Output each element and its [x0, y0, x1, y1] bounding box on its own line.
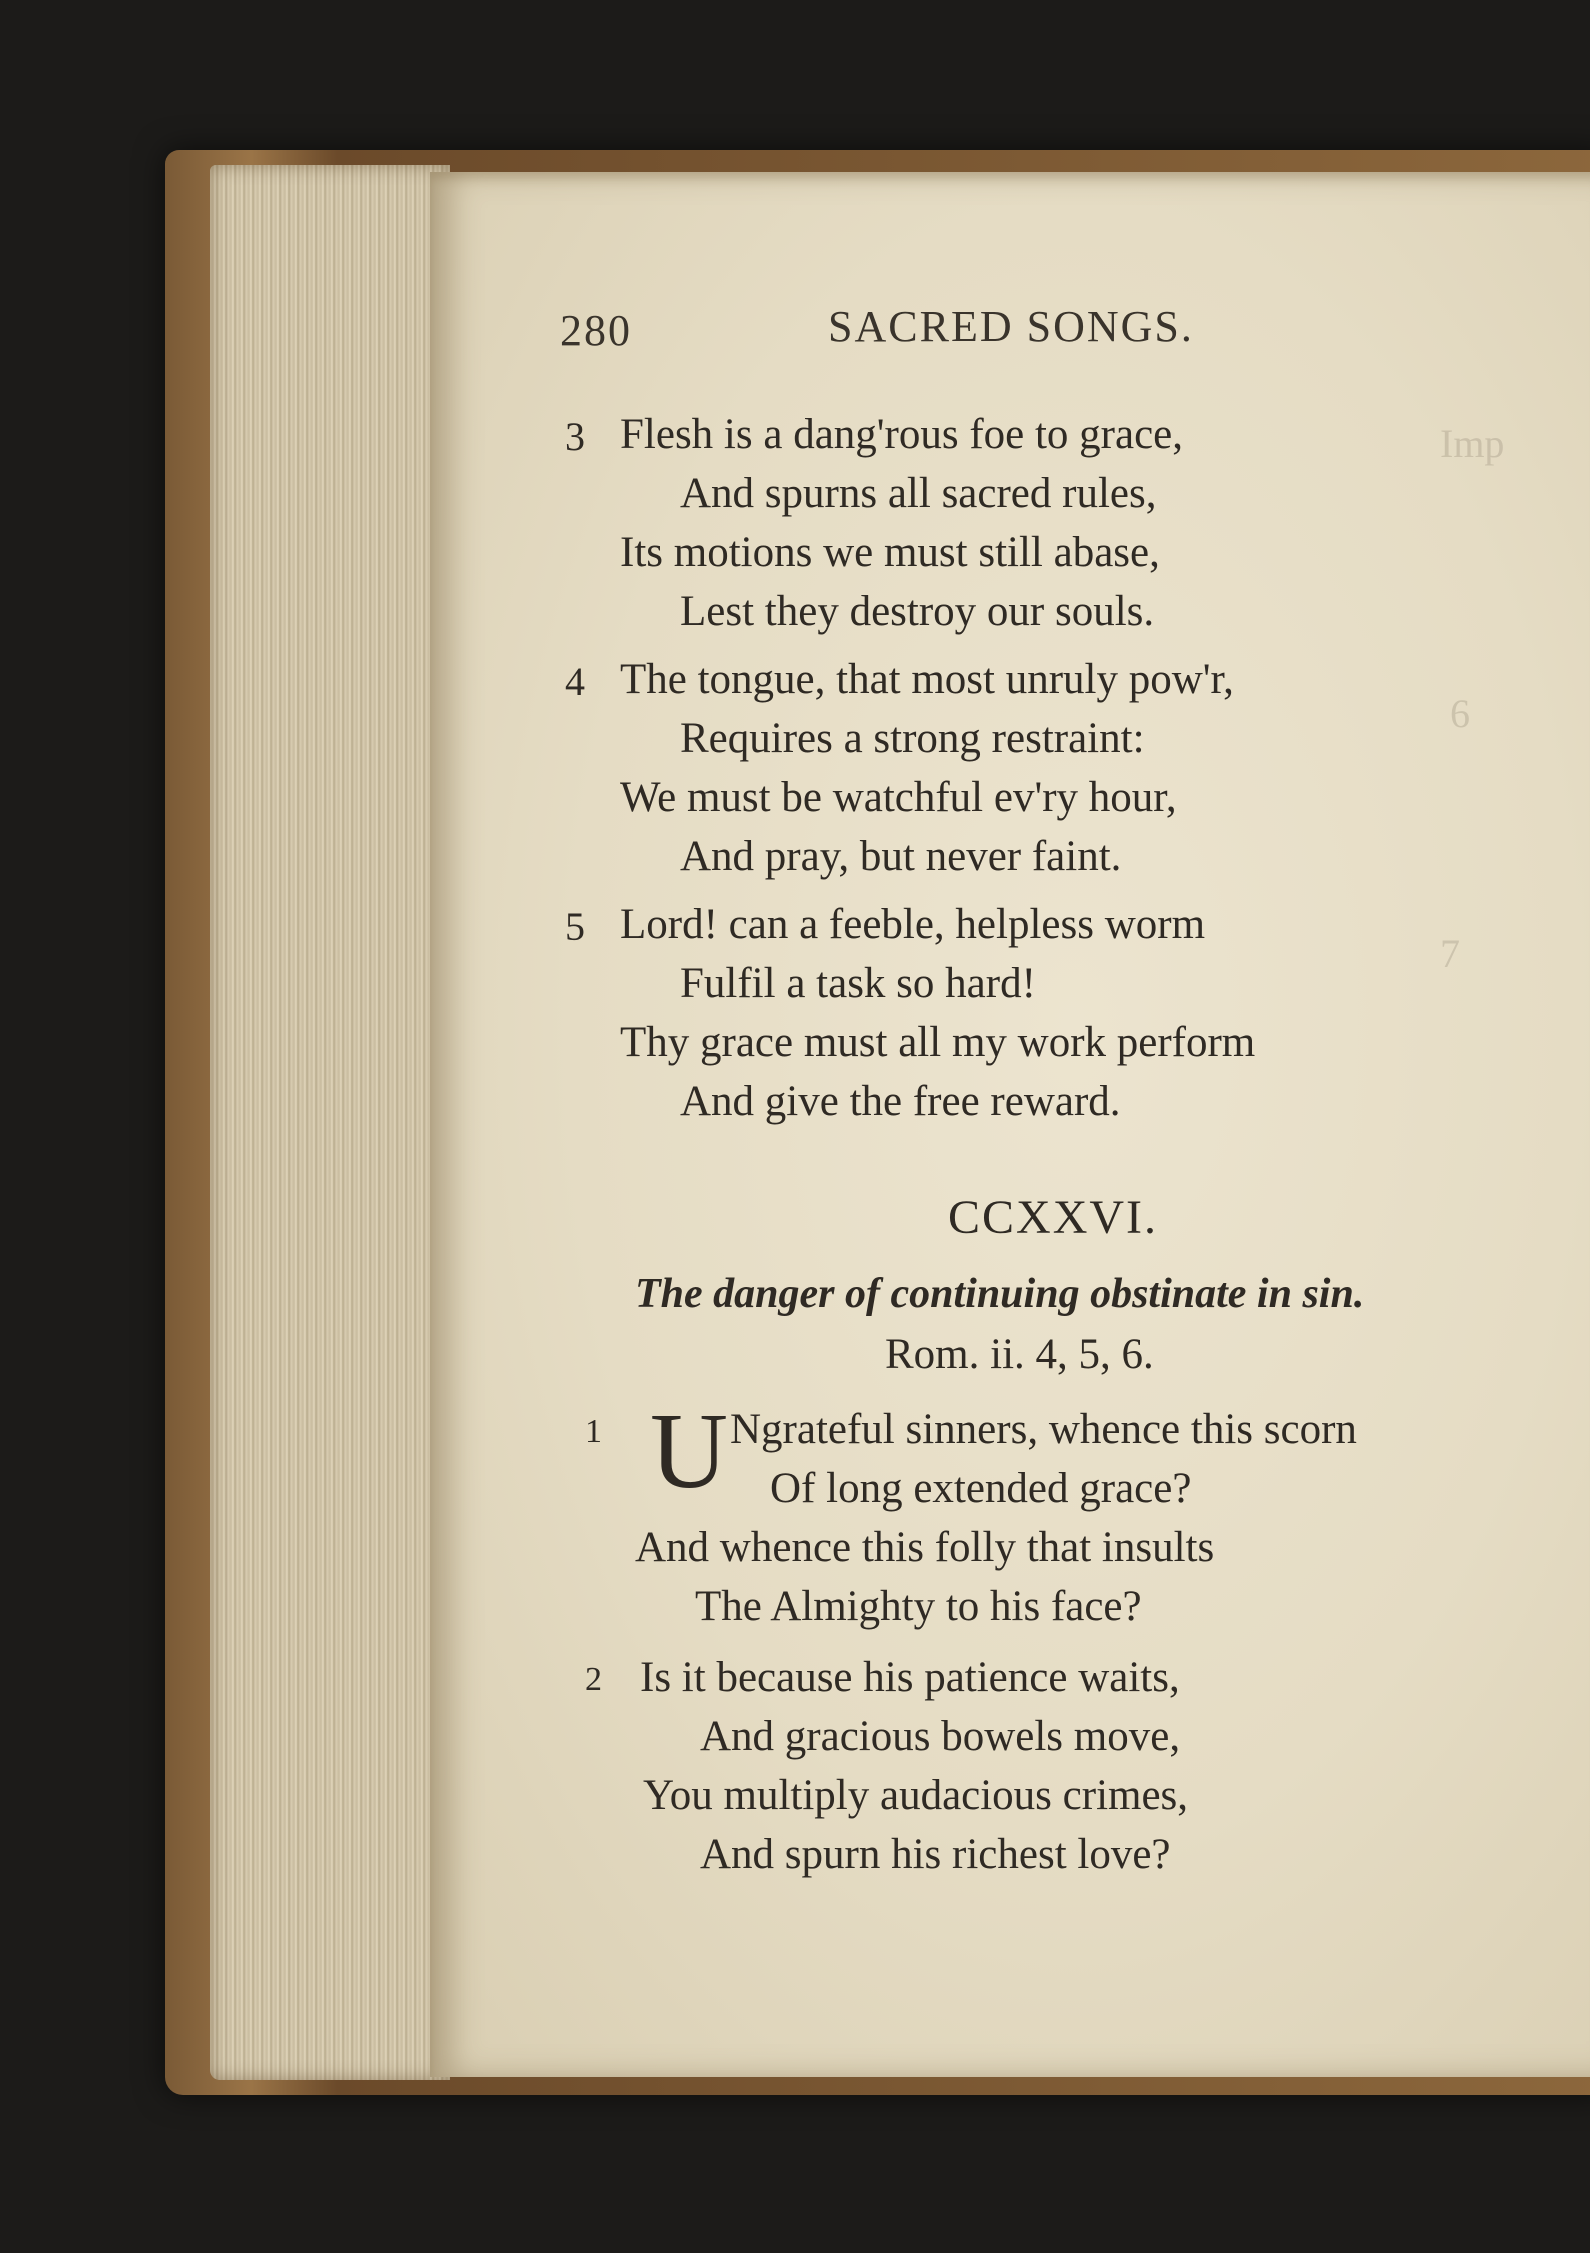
verse-line: Requires a strong restraint:: [680, 715, 1145, 762]
hymn-title: The danger of continuing obstinate in sin.: [635, 1271, 1365, 1317]
verse-line: And give the free reward.: [680, 1078, 1121, 1125]
page-number: 280: [560, 306, 632, 355]
scripture-reference: Rom. ii. 4, 5, 6.: [885, 1331, 1154, 1378]
stanza-number: 5: [565, 904, 585, 949]
hymn-number: CCXXVI.: [948, 1191, 1159, 1244]
verse-line: Flesh is a dang'rous foe to grace,: [620, 411, 1184, 458]
drop-cap: U: [650, 1392, 728, 1511]
bleed-through: Imp: [1440, 421, 1505, 466]
verse-line: The Almighty to his face?: [695, 1583, 1142, 1630]
verse-line: We must be watchful ev'ry hour,: [620, 774, 1177, 821]
verse-line: And gracious bowels move,: [700, 1713, 1181, 1760]
verse-line: Lord! can a feeble, helpless worm: [620, 901, 1206, 948]
verse-line: You multiply audacious crimes,: [643, 1772, 1189, 1819]
stanza-number: 1: [585, 1413, 602, 1450]
bleed-through: 6: [1450, 691, 1470, 736]
stanza-number: 4: [565, 659, 585, 704]
verse-line: Of long extended grace?: [770, 1465, 1192, 1512]
verse-line: And spurns all sacred rules,: [680, 470, 1157, 517]
verse-line: Ngrateful sinners, whence this scorn: [730, 1406, 1357, 1453]
verse-line: Lest they destroy our souls.: [680, 588, 1155, 635]
stanza-number: 2: [585, 1661, 602, 1698]
page-edges: [210, 165, 450, 2080]
running-title: SACRED SONGS.: [828, 302, 1194, 351]
verse-line: Is it because his patience waits,: [640, 1654, 1180, 1701]
verse-line: And pray, but never faint.: [680, 833, 1122, 880]
verse-line: And whence this folly that insults: [635, 1524, 1215, 1571]
verse-line: Fulfil a task so hard!: [680, 960, 1036, 1007]
verse-line: Its motions we must still abase,: [620, 529, 1160, 576]
bleed-through: 7: [1440, 931, 1460, 976]
verse-line: And spurn his richest love?: [700, 1831, 1171, 1878]
stanza-number: 3: [565, 414, 585, 459]
verse-line: The tongue, that most unruly pow'r,: [620, 656, 1234, 703]
verse-line: Thy grace must all my work perform: [620, 1019, 1256, 1066]
